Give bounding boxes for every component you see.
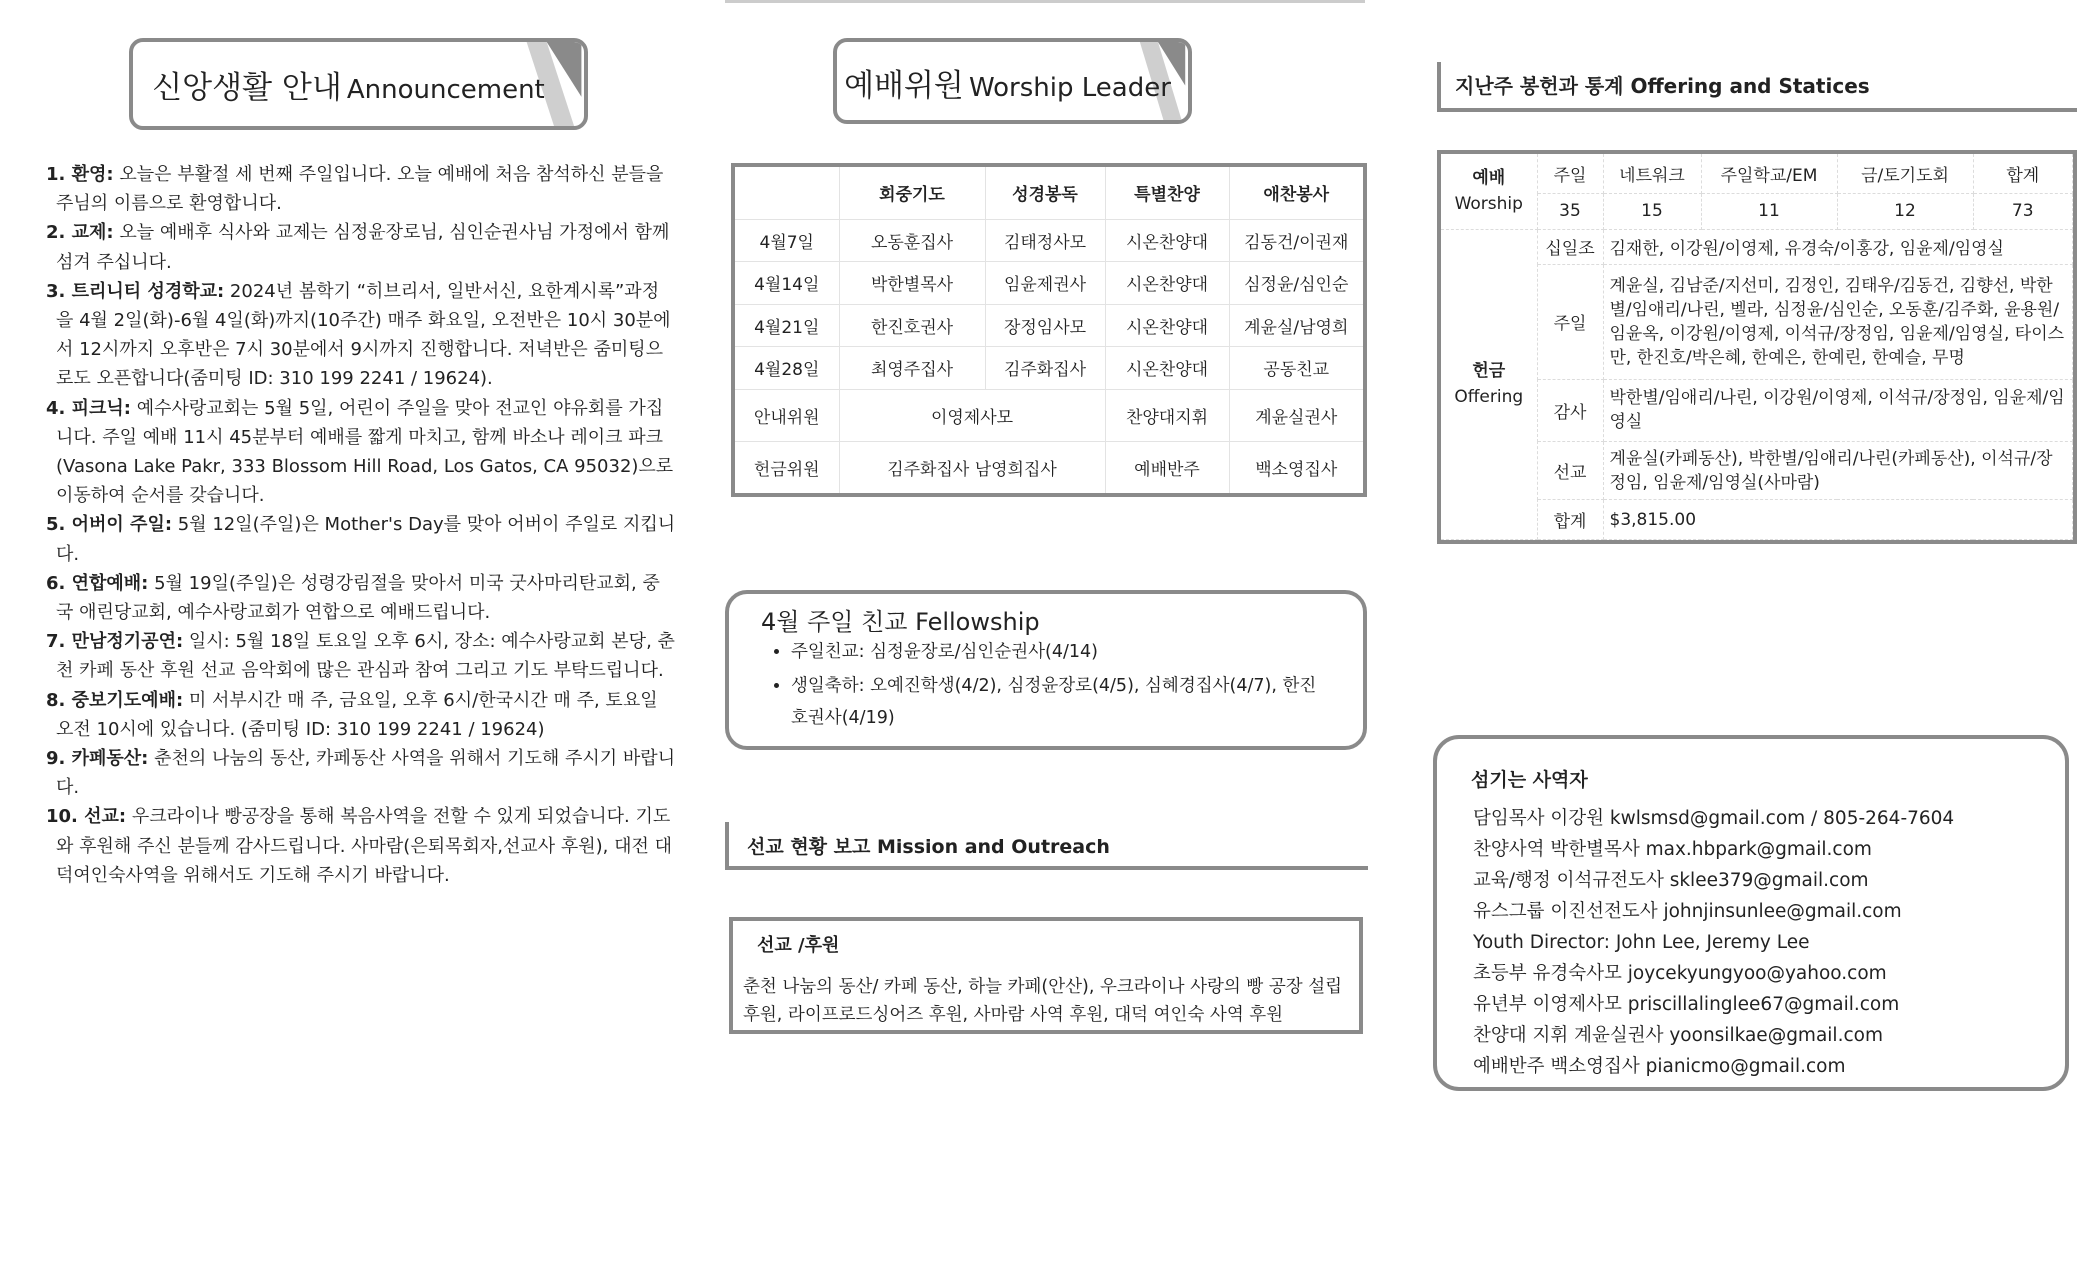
offering-title: 지난주 봉헌과 통계 Offering and Statices: [1455, 74, 1870, 98]
table-cell: 12: [1837, 194, 1973, 229]
announcement-title-ko: 신앙생활 안내: [152, 70, 342, 106]
table-row: [1441, 154, 2073, 194]
table-cell: 백소영집사: [1255, 459, 1338, 480]
table-cell: 4월28일: [735, 347, 839, 390]
table-cell: 김주화집사 남영희집사: [839, 441, 1105, 493]
worship-table-header: [735, 167, 1363, 219]
table-cell: 계윤실(카페동산), 박한별/임애리/나린(카페동산), 이석규/장정임, 임윤제/임영실(사마람): [1603, 442, 2073, 500]
fellowship-list: [759, 636, 1331, 736]
offering-table: [1437, 150, 2077, 544]
table-cell: 합계: [1973, 154, 2073, 194]
staff-box: [1433, 735, 2069, 1091]
table-cell: 합계: [1537, 500, 1603, 540]
table-cell: 김주화집사: [985, 347, 1105, 390]
announcement-item: [46, 218, 676, 276]
list-item: Youth Director: John Lee, Jeremy Lee: [1473, 932, 1810, 953]
table-cell: 계윤실, 김남준/지선미, 김정인, 김태우/김동건, 김향선, 박한별/임애리/나린, 벨라, 심정윤/심인순, 오동훈/김주화, 윤용원/임윤옥, 이강원/이영제, 이석규/장정임, 임윤제/임영실, 타이스만, 한진호/박은혜, 한예은, 한예린, 한예슬, 무명: [1603, 264, 2073, 379]
table-cell: 4월7일: [735, 219, 839, 262]
table-cell: 십일조: [1537, 229, 1603, 264]
announcement-text: 2024년 봄학기 “히브리서, 일반서신, 요한계시록”과정을 4월 2일(화)-6월 4일(화)까지(10주간) 매주 화요일, 오전반은 10시 30분에서 12시까지 오후반은 7시 30분에서 9시까지 진행합니다. 저녁반은 줌미팅으로도 오픈합니다(줌미팅 ID: 310 199 2241 / 19624).: [56, 280, 671, 390]
table-cell: 박한별/임애리/나린, 이강원/이영제, 이석규/장정임, 임윤제/임영실: [1603, 379, 2073, 442]
table-cell: 4월21일: [735, 304, 839, 347]
offering-label-en: Offering: [1454, 387, 1524, 408]
table-row: [735, 441, 1363, 493]
table-cell: 임윤제권사: [985, 262, 1105, 305]
list-item: 초등부 유경숙사모 joycekyungyoo@yahoo.com: [1473, 963, 1887, 984]
table-cell: 35: [1537, 194, 1603, 229]
announcement-label: 10. 선교:: [46, 806, 127, 828]
table-cell: $3,815.00: [1603, 500, 2073, 540]
table-cell: 예배반주: [1105, 441, 1229, 493]
announcement-label: 7. 만남정기공연:: [46, 631, 184, 653]
table-cell: 헌금위원: [735, 441, 839, 493]
worship-header: [833, 38, 1192, 124]
table-cell: 박한별목사: [839, 262, 985, 305]
table-cell: 찬양대지휘: [1105, 389, 1229, 441]
announcement-item: [46, 510, 676, 568]
table-cell: 주일: [1537, 264, 1603, 379]
table-cell: 선교: [1537, 442, 1603, 500]
table-cell: 11: [1701, 194, 1837, 229]
announcement-text: 5월 12일(주일)은 Mother's Day를 맞아 어버이 주일로 지킵니다.: [56, 514, 676, 565]
announcement-item: [46, 569, 676, 627]
table-cell: 안내위원: [735, 389, 839, 441]
announcement-label: 6. 연합예배:: [46, 572, 149, 594]
worship-label-ko: 예배: [1472, 168, 1506, 189]
offering-label-ko: 헌금: [1472, 361, 1506, 382]
table-cell: 이영제사모: [839, 389, 1105, 441]
announcement-text: 미 서부시간 매 주, 금요일, 오후 6시/한국시간 매 주, 토요일 오전 10시에 있습니다. (줌미팅 ID: 310 199 2241 / 19624): [56, 689, 658, 740]
announcement-item: [46, 744, 676, 802]
worship-col-header: 특별찬양: [1105, 167, 1229, 219]
fellowship-title: 4월 주일 친교 Fellowship: [761, 608, 1040, 636]
mission-title: 선교 현황 보고 Mission and Outreach: [747, 836, 1110, 858]
announcement-label: 2. 교제:: [46, 222, 114, 244]
top-divider: [725, 0, 1365, 3]
table-cell: 최영주집사: [839, 347, 985, 390]
table-row: [735, 262, 1363, 305]
mission-box-title: 선교 /후원: [757, 935, 840, 956]
list-item: 찬양대 지휘 계윤실권사 yoonsilkae@gmail.com: [1473, 1025, 1883, 1046]
table-cell: 시온찬양대: [1105, 219, 1229, 262]
worship-title-en: Worship Leader: [968, 73, 1171, 103]
announcement-label: 1. 환영:: [46, 164, 114, 185]
announcement-text: 오늘 예배후 식사와 교제는 심정윤장로님, 심인순권사님 가정에서 함께 섬겨 주십니다.: [56, 222, 670, 273]
worship-col-header: 성경봉독: [985, 167, 1105, 219]
announcement-label: 9. 카페동산:: [46, 748, 149, 770]
table-cell: 73: [1973, 194, 2073, 229]
worship-table: [731, 163, 1367, 497]
mission-box-text: 춘천 나눔의 동산/ 카페 동산, 하늘 카페(안산), 우크라이나 사랑의 빵 공장 설립 후원, 라이프로드싱어즈 후원, 사마람 사역 후원, 대덕 여인숙 사역 후원: [743, 977, 1343, 1025]
table-row: [735, 219, 1363, 262]
table-cell: 시온찬양대: [1105, 304, 1229, 347]
announcement-text: 오늘은 부활절 세 번째 주일입니다. 오늘 예배에 처음 참석하신 분들을 주님의 이름으로 환영합니다.: [56, 164, 664, 215]
list-item: 담임목사 이강원 kwlsmsd@gmail.com / 805-264-7604: [1473, 808, 1955, 829]
table-cell: 시온찬양대: [1105, 347, 1229, 390]
announcement-text: 일시: 5월 18일 토요일 오후 6시, 장소: 예수사랑교회 본당, 춘천 카페 동산 후원 선교 음악회에 많은 관심과 참여 그리고 기도 부탁드립니다.: [56, 631, 675, 682]
mission-box: [729, 917, 1363, 1034]
announcement-item: [46, 802, 676, 890]
table-cell: 시온찬양대: [1105, 262, 1229, 305]
table-cell: 감사: [1537, 379, 1603, 442]
table-cell: 4월14일: [735, 262, 839, 305]
list-item: 교육/행정 이석규전도사 sklee379@gmail.com: [1473, 870, 1869, 891]
table-cell: 오동훈집사: [839, 219, 985, 262]
announcement-item: [46, 277, 676, 394]
table-cell: 네트워크: [1603, 154, 1701, 194]
table-row: [735, 389, 1363, 441]
announcement-header: [129, 38, 588, 130]
list-item: 예배반주 백소영집사 pianicmo@gmail.com: [1473, 1056, 1846, 1077]
table-cell: 김동건/이권재: [1229, 219, 1363, 262]
announcement-text: 우크라이나 빵공장을 통해 복음사역을 전할 수 있게 되었습니다. 기도와 후원해 주신 분들께 감사드립니다. 사마람(은퇴목회자,선교사 후원), 대전 대덕여인숙사역을 위해서도 기도해 주시기 바랍니다.: [56, 806, 673, 886]
announcement-title-en: Announcement: [346, 75, 545, 105]
list-item: • 생일축하: 오예진학생(4/2), 심정윤장로(4/5), 심혜경집사(4/7), 한진호권사(4/19): [791, 670, 1331, 734]
offering-header: [1437, 62, 2077, 112]
offering-money-label: [1441, 229, 1537, 540]
table-cell: 장정임사모: [985, 304, 1105, 347]
table-cell: 주일: [1537, 154, 1603, 194]
table-row: [1441, 229, 2073, 264]
announcement-label: 8. 중보기도예배:: [46, 689, 184, 711]
table-row: [735, 347, 1363, 390]
list-item: 찬양사역 박한별목사 max.hbpark@gmail.com: [1473, 839, 1872, 860]
table-cell: 한진호권사: [839, 304, 985, 347]
table-cell: 계윤실권사: [1229, 389, 1363, 441]
worship-label-en: Worship: [1454, 194, 1523, 215]
mission-header: [725, 822, 1368, 870]
list-item: • 주일친교: 심정윤장로/심인순권사(4/14): [791, 636, 1331, 668]
announcement-list: [46, 160, 676, 890]
staff-list: [1473, 803, 1954, 1082]
table-row: [735, 304, 1363, 347]
announcement-item: [46, 627, 676, 685]
table-cell: 주일학교/EM: [1701, 154, 1837, 194]
fellowship-box: [725, 590, 1367, 750]
announcement-label: 4. 피크닉:: [46, 397, 131, 419]
announcement-text: 예수사랑교회는 5월 5일, 어린이 주일을 맞아 전교인 야유회를 가집니다. 주일 예배 11시 45분부터 예배를 짧게 마치고, 함께 바소나 레이크 파크(Vasona Lake Pakr, 333 Blossom Hill Road, Los Gatos, CA 95032)으로 이동하여 순서를 갖습니다.: [56, 397, 674, 507]
worship-col-header: 회중기도: [839, 167, 985, 219]
staff-title: 섬기는 사역자: [1471, 769, 1588, 791]
announcement-text: 춘천의 나눔의 동산, 카페동산 사역을 위해서 기도해 주시기 바랍니다.: [56, 748, 676, 799]
table-cell: 15: [1603, 194, 1701, 229]
announcement-label: 3. 트리니티 성경학교:: [46, 280, 225, 302]
table-cell: 심정윤/심인순: [1229, 262, 1363, 305]
announcement-item: [46, 686, 676, 744]
table-cell: 금/토기도회: [1837, 154, 1973, 194]
table-cell: 김태정사모: [985, 219, 1105, 262]
worship-col-header: 애찬봉사: [1229, 167, 1363, 219]
announcement-text: 5월 19일(주일)은 성령강림절을 맞아서 미국 굿사마리탄교회, 중국 애린당교회, 예수사랑교회가 연합으로 예배드립니다.: [56, 572, 660, 624]
list-item: 유년부 이영제사모 priscillalinglee67@gmail.com: [1473, 994, 1900, 1015]
worship-count-label: [1441, 154, 1537, 229]
worship-title-ko: 예배위원: [844, 68, 964, 104]
announcement-item: [46, 394, 676, 511]
worship-col-header: [735, 167, 839, 219]
announcement-item: [46, 160, 676, 218]
list-item: 유스그룹 이진선전도사 johnjinsunlee@gmail.com: [1473, 901, 1902, 922]
announcement-label: 5. 어버이 주일:: [46, 514, 173, 536]
table-cell: 계윤실/남영희: [1229, 304, 1363, 347]
table-cell: 공동친교: [1229, 347, 1363, 390]
table-cell: 김재한, 이강원/이영제, 유경숙/이홍강, 임윤제/임영실: [1603, 229, 2073, 264]
